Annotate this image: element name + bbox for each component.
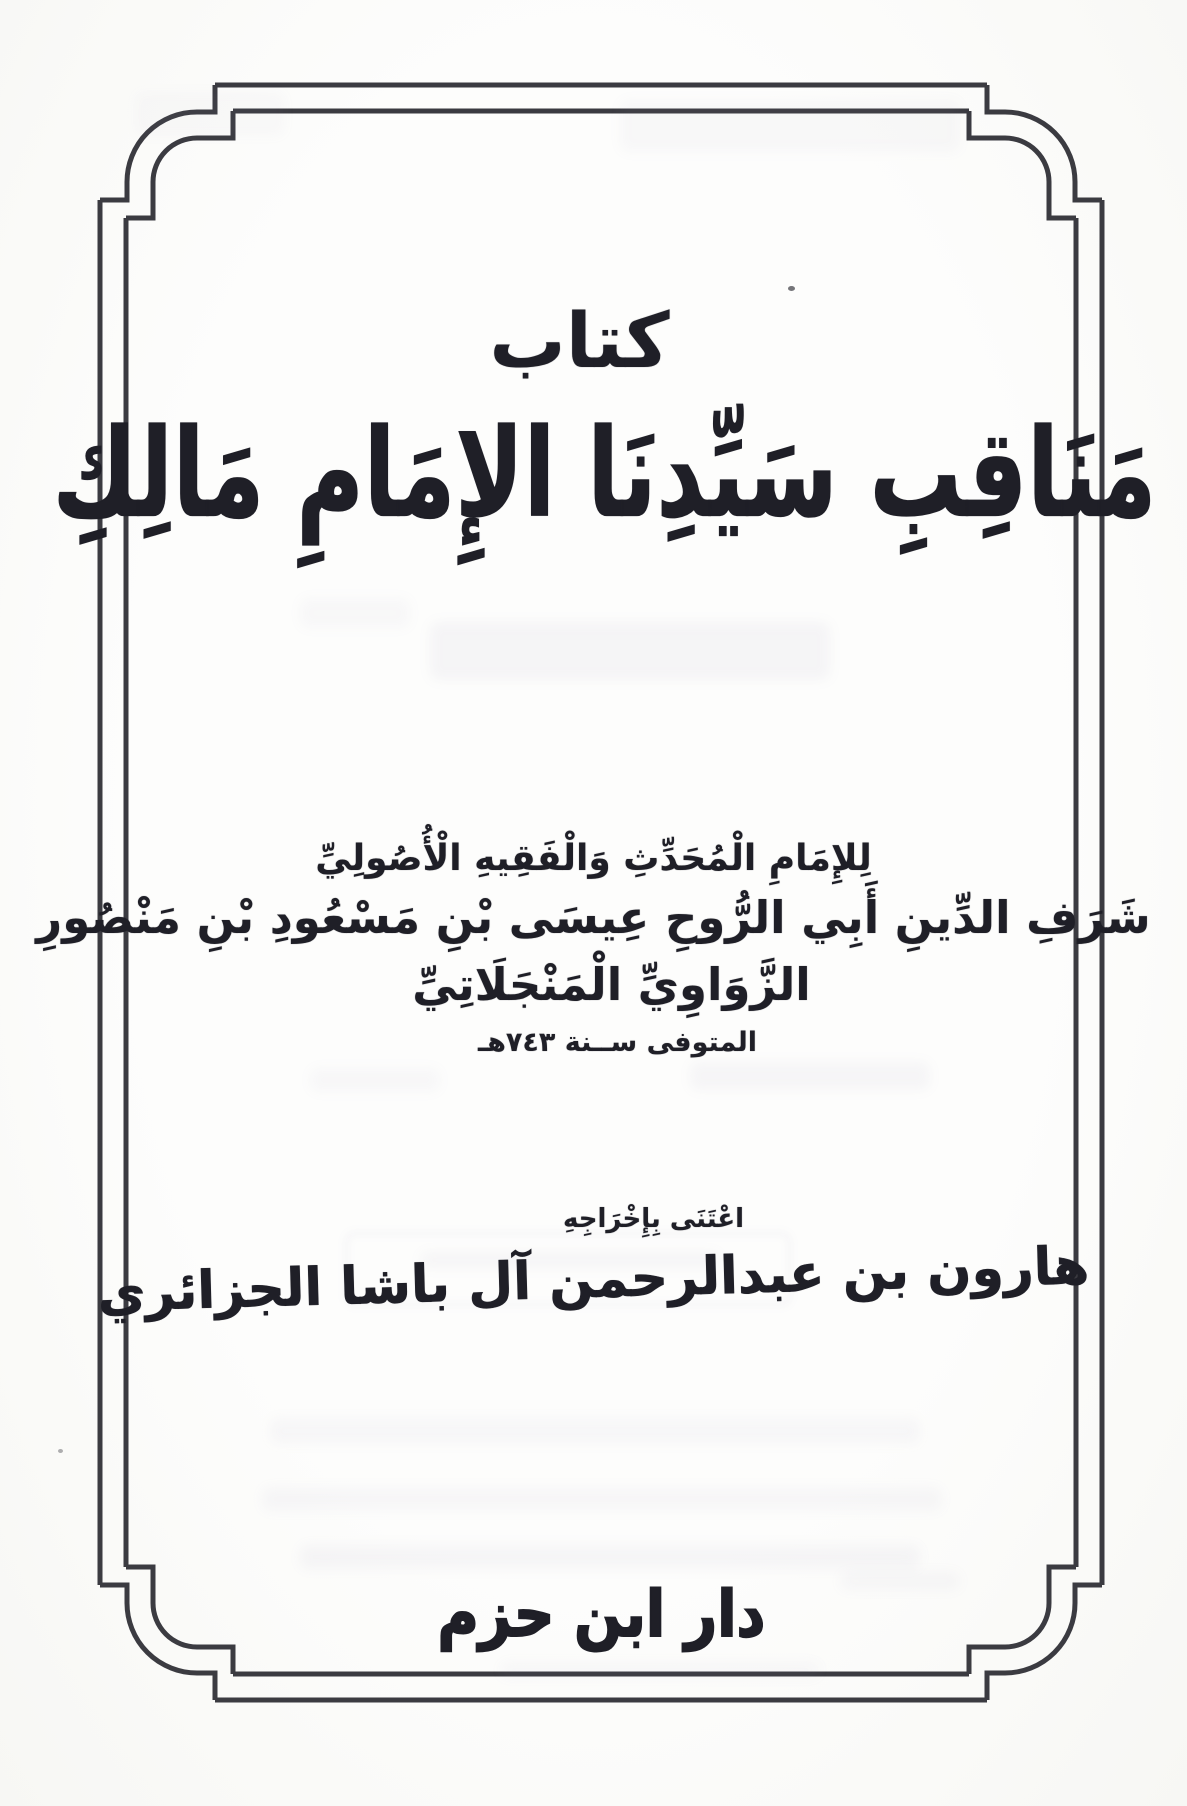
author-nisba-line: الزَّوَاوِيِّ الْمَنْجَلَاتِيِّ (412, 958, 811, 1011)
author-death-year-line: المتوفى ســنة ٧٤٣هـ (477, 1027, 758, 1058)
frame-corner-top-right (969, 85, 1102, 218)
publisher-logotype: دار ابن حزم (437, 1578, 766, 1652)
book-label: كتاب (489, 296, 670, 385)
editor-intro-line: اعْتَنَى بِإِخْرَاجِهِ (562, 1204, 745, 1234)
editor-name-calligraphy: هارون بن عبدالرحمن آل باشا الجزائري (96, 1236, 1091, 1324)
author-role-line: لِلإِمَامِ الْمُحَدِّثِ وَالْفَقِيهِ الْأُصُولِيِّ (315, 838, 872, 879)
frame-corner-top-left (100, 85, 233, 218)
main-title-calligraphy: مَنَاقِبِ سَيِّدِنَا الإِمَامِ مَالِكِ (52, 403, 1157, 545)
author-name-line: شَرَفِ الدِّينِ أَبِي الرُّوحِ عِيسَى بْنِ مَسْعُودِ بْنِ مَنْصُورِ (36, 891, 1151, 944)
